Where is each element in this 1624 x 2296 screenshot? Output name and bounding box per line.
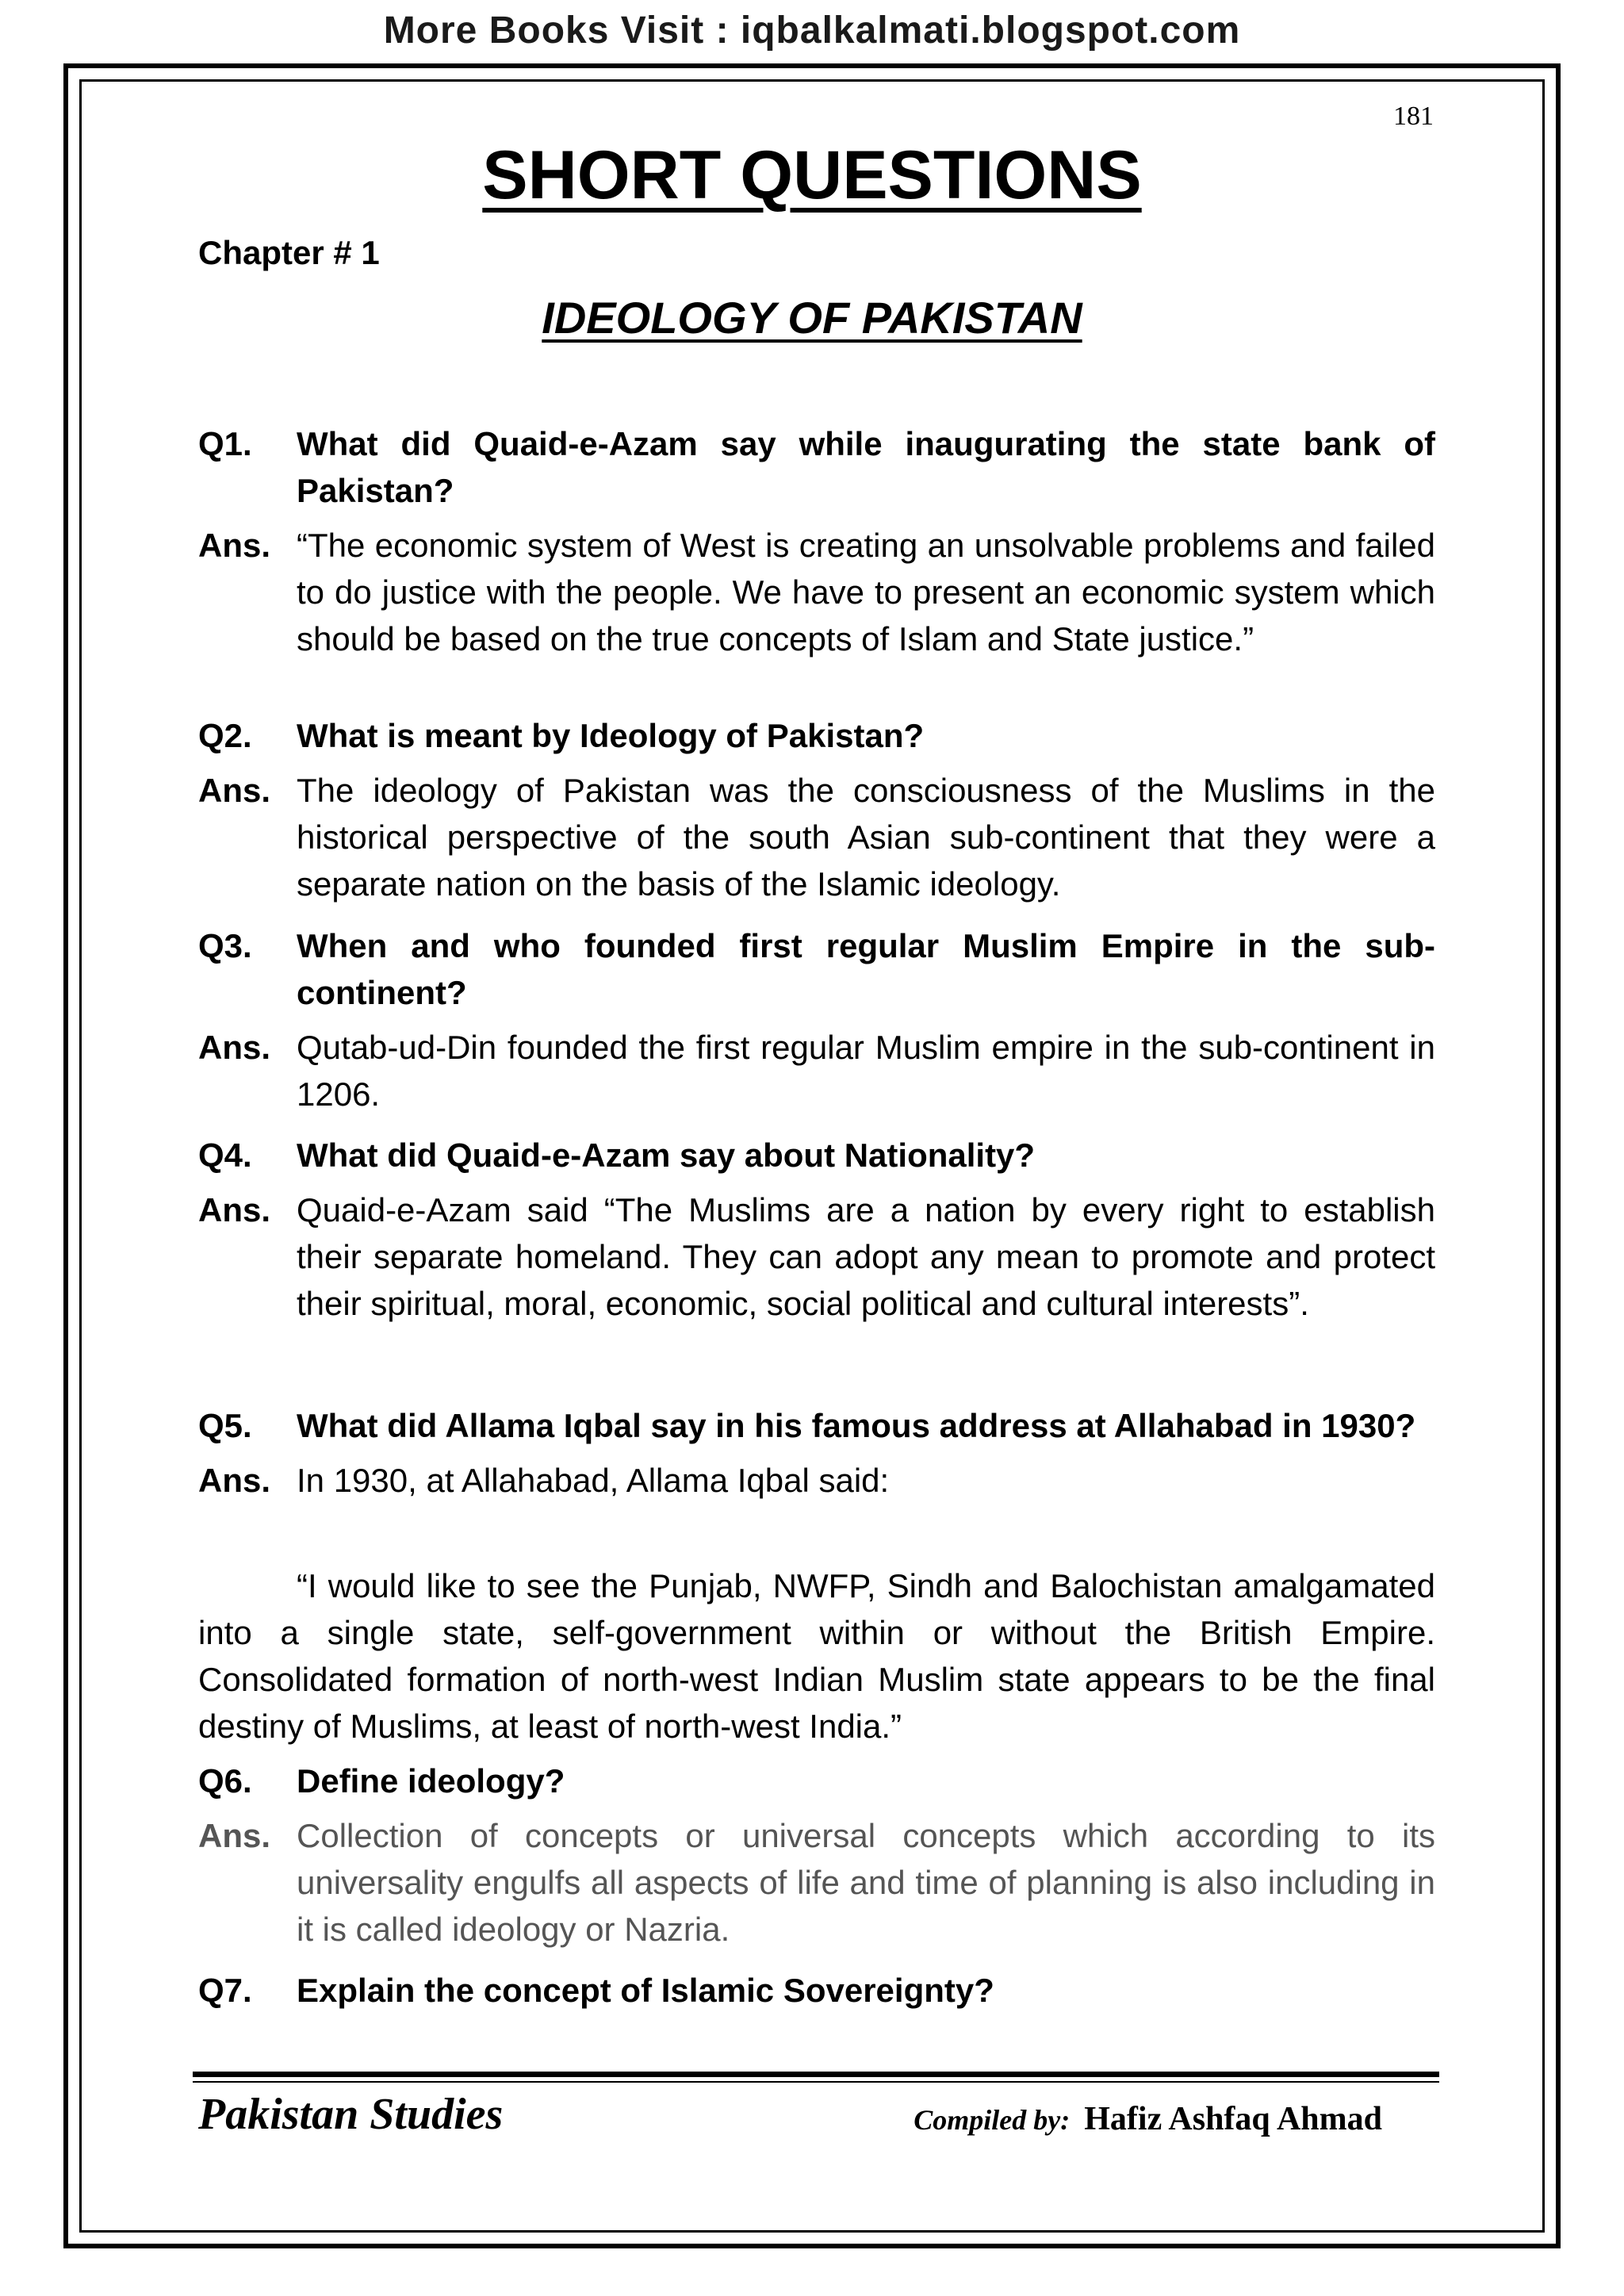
chapter-label: Chapter # 1: [198, 234, 380, 271]
question-text: What is meant by Ideology of Pakistan?: [297, 717, 925, 754]
answer-label: Ans.: [198, 1191, 271, 1228]
answer-row: [198, 522, 1435, 662]
answer-text: Collection of concepts or universal concepts which according to its universality engulfs all aspects of life and time of planning is also including in it is called ideology or Nazria.: [297, 1817, 1435, 1948]
answer-row: [198, 1812, 1435, 1953]
page-title: SHORT QUESTIONS: [482, 137, 1142, 213]
answer-row: [198, 767, 1435, 907]
quote-paragraph: “I would like to see the Punjab, NWFP, Sindh and Balochistan amalgamated into a single state, self-government within or without the British Empire. Consolidated formation of north-west Indian Muslim state appears to be the final destiny of Muslims, at least of north-west India.”: [198, 1567, 1435, 1745]
answer-label: Ans.: [198, 1462, 271, 1499]
qa-item-4: [198, 1132, 1435, 1327]
answer-label: Ans.: [198, 1817, 271, 1854]
question-text: Explain the concept of Islamic Sovereignty?: [297, 1972, 994, 2009]
page-number: 181: [1393, 102, 1434, 131]
answer-label: Ans.: [198, 527, 271, 564]
question-label: Q6.: [198, 1762, 252, 1800]
question-text: What did Quaid-e-Azam say about Nationality?: [297, 1137, 1036, 1174]
question-row: [198, 1132, 1435, 1179]
question-row: [198, 1757, 1435, 1804]
answer-text: “The economic system of West is creating an unsolvable problems and failed to do justice with the people. We have to present an economic system which should be based on the true concepts of Islam and State justice.”: [297, 527, 1435, 657]
qa-item-6: [198, 1757, 1435, 1953]
author-name: Hafiz Ashfaq Ahmad: [1084, 2101, 1382, 2137]
qa-item-7: [198, 1967, 1435, 2014]
question-text: What did Quaid-e-Azam say while inaugurating the state bank of Pakistan?: [297, 425, 1435, 509]
qa-item-1: [198, 420, 1435, 662]
answer-label: Ans.: [198, 1029, 271, 1066]
question-row: [198, 712, 1435, 759]
question-row: [198, 922, 1435, 1016]
qa-item-2: [198, 712, 1435, 907]
chapter-title: IDEOLOGY OF PAKISTAN: [542, 293, 1082, 343]
question-text: What did Allama Iqbal say in his famous address at Allahabad in 1930?: [297, 1407, 1416, 1444]
answer-label: Ans.: [198, 772, 271, 809]
answer-text: In 1930, at Allahabad, Allama Iqbal said:: [297, 1462, 890, 1499]
footer-divider-thin: [193, 2081, 1439, 2083]
question-row: [198, 420, 1435, 514]
answer-row: [198, 1024, 1435, 1117]
question-text: Define ideology?: [297, 1762, 565, 1800]
question-label: Q3.: [198, 927, 252, 964]
site-banner: More Books Visit : iqbalkalmati.blogspot.com: [383, 10, 1241, 52]
footer-credit: [914, 2100, 1382, 2138]
question-row: [198, 1967, 1435, 2014]
question-label: Q2.: [198, 717, 252, 754]
qa-item-5: [198, 1402, 1435, 1504]
question-label: Q1.: [198, 425, 252, 462]
qa-item-3: [198, 922, 1435, 1117]
answer-row: [198, 1186, 1435, 1327]
footer-subject: Pakistan Studies: [198, 2090, 504, 2139]
question-label: Q4.: [198, 1137, 252, 1174]
answer-text: The ideology of Pakistan was the consciousness of the Muslims in the historical perspective of the south Asian sub-continent that they were a separate nation on the basis of the Islamic ideology.: [297, 772, 1435, 903]
answer-text: Quaid-e-Azam said “The Muslims are a nation by every right to establish their separate homeland. They can adopt any mean to promote and protect their spiritual, moral, economic, social political and cultural interests”.: [297, 1191, 1435, 1322]
question-label: Q7.: [198, 1972, 252, 2009]
question-text: When and who founded first regular Muslim Empire in the sub-continent?: [297, 927, 1435, 1011]
answer-text: Qutab-ud-Din founded the first regular Muslim empire in the sub-continent in 1206.: [297, 1029, 1435, 1113]
question-label: Q5.: [198, 1407, 252, 1444]
question-row: [198, 1402, 1435, 1449]
answer-row: [198, 1457, 1435, 1504]
footer-divider-thick: [193, 2072, 1439, 2077]
compiled-by-label: Compiled by:: [914, 2104, 1071, 2136]
